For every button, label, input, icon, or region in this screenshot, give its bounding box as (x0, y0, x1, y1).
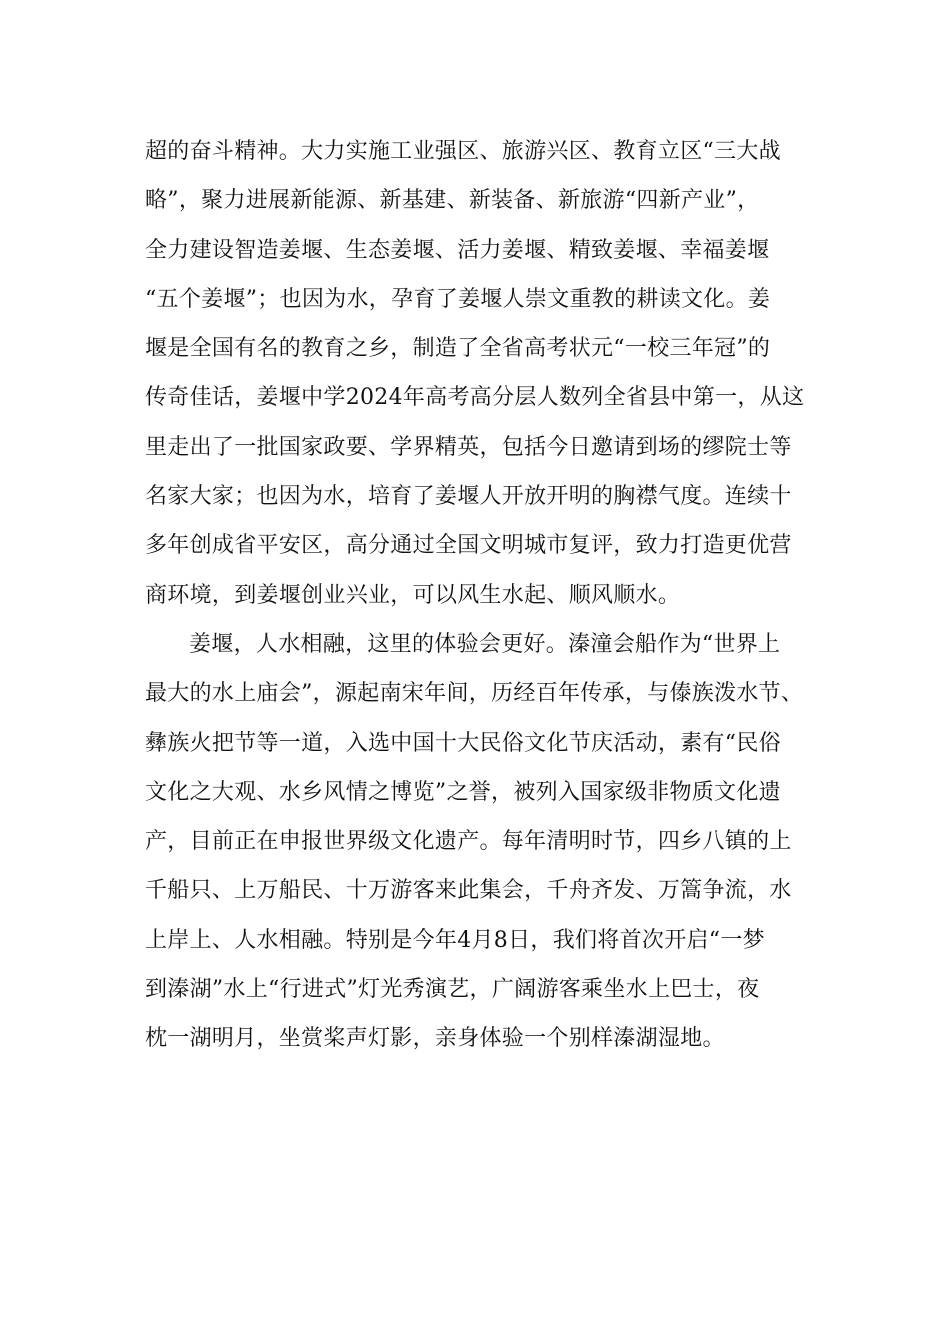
text-line: 商环境，到姜堰创业兴业，可以风生水起、顺风顺水。 (145, 582, 681, 608)
text-line: 略”，聚力进展新能源、新基建、新装备、新旅游“四新产业”， (145, 188, 760, 214)
text-line: 到溱湖”水上“行进式”灯光秀演艺，广阔游客乘坐水上巴士，夜 (145, 977, 760, 1003)
text-line: 最大的水上庙会”，源起南宋年间，历经百年传承，与傣族泼水节、 (145, 681, 804, 707)
text-line: 传奇佳话，姜堰中学2024年高考高分层人数列全省县中第一，从这 (145, 385, 805, 411)
text-line: 彝族火把节等一道，入选中国十大民俗文化节庆活动，素有“民俗 (145, 730, 781, 756)
paragraph-first-line: 姜堰，人水相融，这里的体验会更好。溱潼会船作为“世界上 (189, 631, 781, 657)
text-line: 多年创成省平安区，高分通过全国文明城市复评，致力打造更优营 (145, 533, 792, 559)
text-line: 枕一湖明月，坐赏桨声灯影，亲身体验一个别样溱湖湿地。 (145, 1026, 725, 1052)
text-line: 千船只、上万船民、十万游客来此集会，千舟齐发、万篙争流，水 (145, 878, 792, 904)
text-line: 上岸上、人水相融。特别是今年4月8日，我们将首次开启“一梦 (145, 927, 765, 953)
text-line: 里走出了一批国家政要、学界精英，包括今日邀请到场的缪院士等 (145, 434, 792, 460)
text-line: 超的奋斗精神。大力实施工业强区、旅游兴区、教育立区“三大战 (145, 139, 781, 164)
text-line: 全力建设智造姜堰、生态姜堰、活力姜堰、精致姜堰、幸福姜堰 (145, 237, 770, 263)
text-line: 产，目前正在申报世界级文化遗产。每年清明时节，四乡八镇的上 (145, 829, 792, 855)
text-line: 文化之大观、水乡风情之博览”之誉，被列入国家级非物质文化遗 (145, 779, 781, 805)
text-line: 堰是全国有名的教育之乡，制造了全省高考状元“一校三年冠”的 (145, 336, 771, 362)
text-line: 名家大家；也因为水，培育了姜堰人开放开明的胸襟气度。连续十 (145, 484, 792, 510)
body-text (145, 127, 815, 1064)
text-line: “五个姜堰”；也因为水，孕育了姜堰人崇文重教的耕读文化。姜 (145, 286, 771, 312)
